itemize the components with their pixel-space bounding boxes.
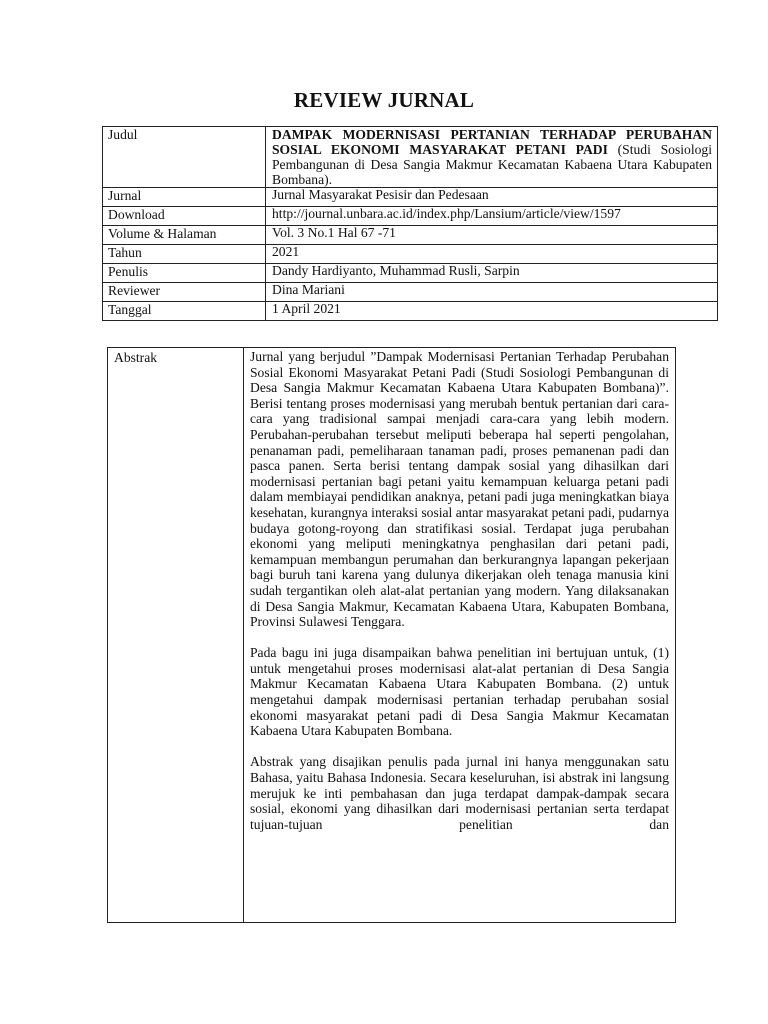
abstrak-label: Abstrak <box>108 348 244 923</box>
table-row <box>103 302 718 321</box>
volume-label: Volume & Halaman <box>103 226 266 245</box>
abstract-paragraph: Jurnal yang berjudul ”Dampak Modernisasi Pertanian Terhadap Perubahan Sosial Ekonomi Masyarakat Petani Padi (Studi Sosiologi Pembangunan di Desa Sangia Makmur Kecamatan Kabaena Utara Kabupaten Bombana)”. Berisi tentang proses modernisasi yang merubah bentuk pertanian dari cara-cara yang tradisional sampai menjadi cara-cara yang lebih modern. Perubahan-perubahan tersebut meliputi beberapa hal seperti pengolahan, penanaman padi, pemeliharaan tanaman padi, proses pemanenan padi dan pasca panen. Serta berisi tentang dampak sosial yang dihasilkan dari modernisasi pertanian bagi petani yaitu kemampuan keluarga petani padi dalam membiayai pendidikan anaknya, petani padi juga meningkatkan biaya kesehatan, kurangnya interaksi sosial antar masyarakat petani padi, pudarnya budaya gotong-royong dan stratifikasi sosial. Terdapat juga perubahan ekonomi yang meliputi meningkatnya penghasilan dari petani padi, kemampuan membangun perumahan dan berkurangnya lapangan pekerjaan bagi buruh tani karena yang dulunya dikerjakan oleh tenaga manusia kini sudah tergantikan oleh alat-alat pertanian yang modern. Yang dilaksanakan di Desa Sangia Makmur, Kecamatan Kabaena Utara, Kabupaten Bombana, Provinsi Sulawesi Tenggara. <box>250 349 669 630</box>
metadata-table <box>102 126 718 321</box>
penulis-label: Penulis <box>103 264 266 283</box>
download-label: Download <box>103 207 266 226</box>
volume-value: Vol. 3 No.1 Hal 67 -71 <box>266 226 718 245</box>
tanggal-value: 1 April 2021 <box>266 302 718 321</box>
abstract-table <box>107 347 676 923</box>
reviewer-label: Reviewer <box>103 283 266 302</box>
table-row <box>103 127 718 188</box>
jurnal-label: Jurnal <box>103 188 266 207</box>
tahun-value: 2021 <box>266 245 718 264</box>
abstract-paragraph: Pada bagu ini juga disampaikan bahwa penelitian ini bertujuan untuk, (1) untuk mengetahui proses modernisasi alat-alat pertanian di Desa Sangia Makmur Kecamatan Kabaena Utara Kabupaten Bombana. (2) untuk mengetahui dampak modernisasi pertanian terhadap perubahan sosial ekonomi masyarakat petani padi di Desa Sangia Makmur Kecamatan Kabaena Utara Kabupaten Bombana. <box>250 645 669 739</box>
table-row <box>103 207 718 226</box>
table-row <box>103 188 718 207</box>
jurnal-value: Jurnal Masyarakat Pesisir dan Pedesaan <box>266 188 718 207</box>
tanggal-label: Tanggal <box>103 302 266 321</box>
table-row <box>103 283 718 302</box>
tahun-label: Tahun <box>103 245 266 264</box>
abstract-paragraph: Abstrak yang disajikan penulis pada jurnal ini hanya menggunakan satu Bahasa, yaitu Bahasa Indonesia. Secara keseluruhan, isi abstrak ini langsung merujuk ke inti pembahasan dan juga terdapat dampak-dampak secara sosial, ekonomi yang dihasilkan dari modernisasi pertanian serta terdapat tujuan-tujuan penelitian dan <box>250 754 669 832</box>
table-row <box>103 226 718 245</box>
judul-title: DAMPAK MODERNISASI PERTANIAN TERHADAP PERUBAHAN SOSIAL EKONOMI MASYARAKAT PETANI PADI <box>272 127 712 157</box>
judul-subtitle: (Studi Sosiologi Pembangunan di Desa Sangia Makmur Kecamatan Kabaena Utara Kabupaten Bombana). <box>272 142 712 187</box>
abstrak-body <box>244 348 676 923</box>
penulis-value: Dandy Hardiyanto, Muhammad Rusli, Sarpin <box>266 264 718 283</box>
judul-value <box>266 127 718 188</box>
page-title: REVIEW JURNAL <box>293 88 475 112</box>
table-row <box>103 245 718 264</box>
reviewer-value: Dina Mariani <box>266 283 718 302</box>
table-row <box>108 348 676 923</box>
judul-label: Judul <box>103 127 266 188</box>
download-link[interactable]: http://journal.unbara.ac.id/index.php/Lansium/article/view/1597 <box>266 207 718 226</box>
table-row <box>103 264 718 283</box>
